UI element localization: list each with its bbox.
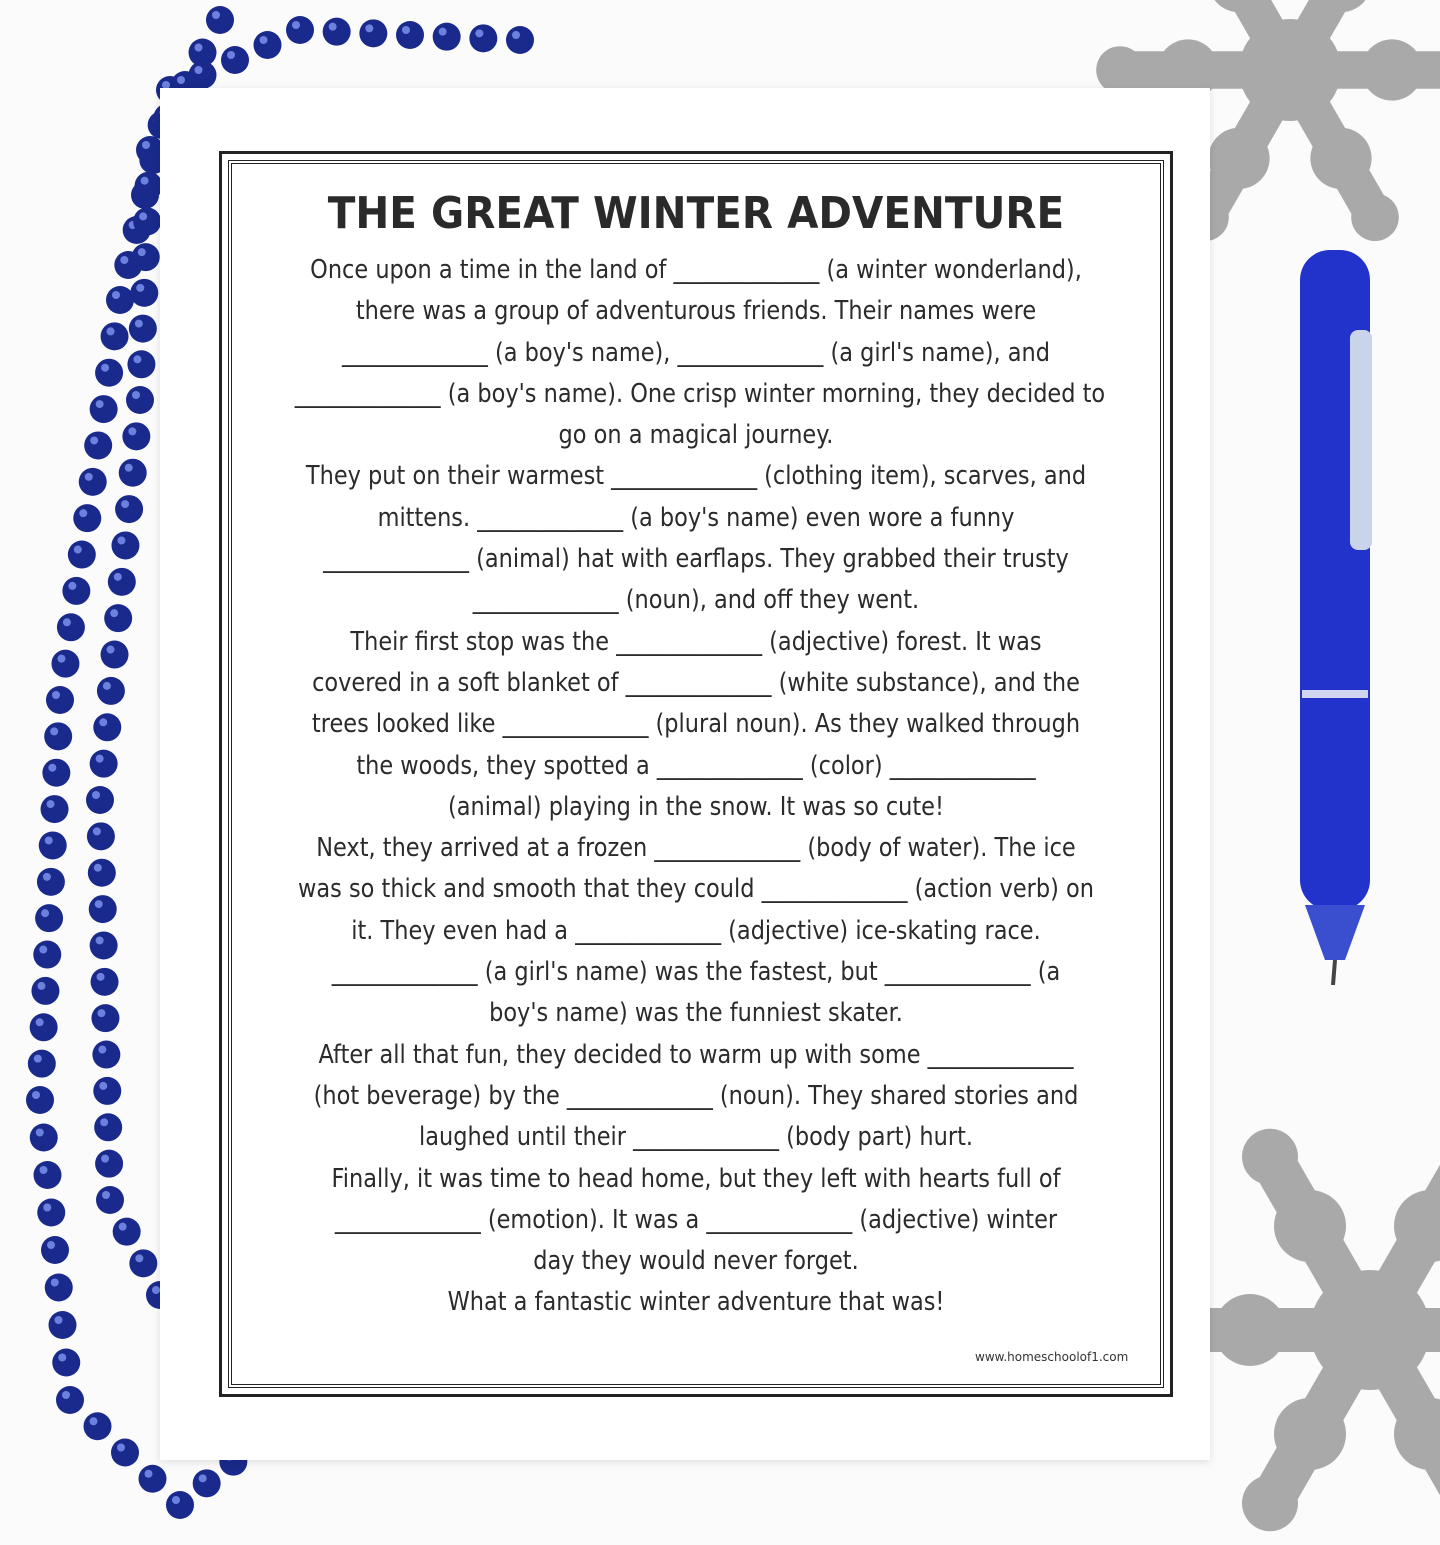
bead-highlight — [101, 1155, 109, 1163]
bead-icon — [73, 504, 101, 532]
bead-icon — [133, 207, 161, 235]
bead-highlight — [365, 24, 373, 32]
story-line: the woods, they spotted a _____________ (color) _____________ — [356, 750, 1036, 781]
bead-icon — [95, 1150, 123, 1178]
bead-icon — [359, 19, 387, 47]
bead-highlight — [329, 23, 337, 31]
bead-icon — [52, 1349, 80, 1377]
bead-highlight — [37, 982, 45, 990]
bead-icon — [127, 350, 155, 378]
bead-highlight — [103, 682, 111, 690]
bead-highlight — [50, 727, 58, 735]
bead-highlight — [195, 66, 203, 74]
bead-highlight — [114, 573, 122, 581]
bead-highlight — [199, 1474, 207, 1482]
bead-highlight — [141, 177, 149, 185]
snowflake-icon — [1310, 128, 1371, 189]
bead-highlight — [292, 21, 300, 29]
bead-highlight — [133, 355, 141, 363]
bead-highlight — [62, 1391, 70, 1399]
bead-icon — [91, 968, 119, 996]
bead-highlight — [99, 718, 107, 726]
bead-icon — [90, 395, 118, 423]
bead-icon — [26, 1086, 54, 1114]
bead-highlight — [102, 1191, 110, 1199]
bead-highlight — [135, 1254, 143, 1262]
bead-icon — [106, 286, 134, 314]
bead-highlight — [212, 11, 220, 19]
snowflake-icon — [1351, 193, 1399, 241]
bead-icon — [132, 243, 160, 271]
bead-icon — [115, 495, 143, 523]
bead-highlight — [51, 1279, 59, 1287]
bead-icon — [166, 1491, 194, 1519]
bead-icon — [31, 977, 59, 1005]
story-line: Next, they arrived at a frozen _____________ (body of water). The ice — [316, 833, 1076, 864]
bead-highlight — [112, 291, 120, 299]
bead-icon — [129, 315, 157, 343]
bead-highlight — [32, 1091, 40, 1099]
bead-highlight — [97, 1009, 105, 1017]
bead-highlight — [152, 1286, 160, 1294]
bead-highlight — [79, 509, 87, 517]
story-line: it. They even had a _____________ (adjective) ice-skating race. — [351, 915, 1041, 946]
bead-icon — [30, 1013, 58, 1041]
story-line: _____________ (a boy's name), _____________ (a girl's name), and — [342, 337, 1050, 368]
bead-icon — [90, 931, 118, 959]
website-url: www.homeschoolof1.com — [975, 1350, 1129, 1364]
bead-highlight — [145, 1470, 153, 1478]
bead-highlight — [90, 436, 98, 444]
bead-highlight — [125, 464, 133, 472]
bead-icon — [41, 1236, 69, 1264]
story-line: boy's name) was the funniest skater. — [489, 998, 903, 1029]
bead-icon — [506, 26, 534, 54]
snowflake-icon — [1361, 39, 1422, 100]
story-line: _____________ (noun), and off they went. — [472, 585, 920, 616]
story-line: Their first stop was the _____________ (adjective) forest. It was — [350, 626, 1042, 657]
bead-icon — [323, 18, 351, 46]
bead-icon — [86, 786, 114, 814]
bead-highlight — [47, 800, 55, 808]
bead-highlight — [99, 1082, 107, 1090]
story-line: (hot beverage) by the _____________ (noun). They shared stories and — [313, 1080, 1079, 1111]
bead-icon — [30, 1124, 58, 1152]
bead-icon — [189, 39, 217, 67]
bead-highlight — [93, 827, 101, 835]
bead-highlight — [95, 900, 103, 908]
bead-highlight — [34, 1055, 42, 1063]
bead-icon — [33, 941, 61, 969]
snowflake-icon — [1239, 19, 1341, 121]
bead-icon — [28, 1050, 56, 1078]
bead-highlight — [110, 609, 118, 617]
bead-icon — [92, 1041, 120, 1069]
bead-highlight — [96, 400, 104, 408]
bead-highlight — [512, 31, 520, 39]
bead-highlight — [402, 26, 410, 34]
bead-highlight — [100, 1118, 108, 1126]
bead-icon — [122, 422, 150, 450]
bead-highlight — [90, 1417, 98, 1425]
story-line: was so thick and smooth that they could _____________ (action verb) on — [298, 874, 1094, 905]
bead-icon — [35, 904, 63, 932]
bead-highlight — [58, 1354, 66, 1362]
snowflake-icon — [1214, 1294, 1286, 1366]
bead-icon — [104, 604, 132, 632]
snowflake-icon — [1242, 1475, 1298, 1531]
snowflake-icon — [1242, 1129, 1298, 1185]
bead-highlight — [260, 36, 268, 44]
bead-highlight — [48, 764, 56, 772]
bead-highlight — [227, 51, 235, 59]
bead-icon — [113, 1218, 141, 1246]
bead-icon — [45, 1274, 73, 1302]
bead-icon — [44, 722, 72, 750]
bead-icon — [396, 21, 424, 49]
bead-highlight — [98, 1046, 106, 1054]
bead-icon — [94, 1113, 122, 1141]
bead-highlight — [43, 1204, 51, 1212]
bead-highlight — [97, 973, 105, 981]
bead-icon — [91, 1004, 119, 1032]
bead-icon — [56, 1386, 84, 1414]
bead-icon — [193, 1469, 221, 1497]
bead-highlight — [138, 248, 146, 256]
bead-icon — [96, 1186, 124, 1214]
bead-highlight — [36, 1129, 44, 1137]
bead-highlight — [92, 791, 100, 799]
bead-highlight — [74, 546, 82, 554]
story-line: (animal) playing in the snow. It was so cute! — [448, 791, 944, 822]
bead-icon — [87, 822, 115, 850]
bead-icon — [221, 46, 249, 74]
worksheet-title: THE GREAT WINTER ADVENTURE — [327, 188, 1065, 239]
bead-highlight — [107, 646, 115, 654]
story-line: go on a magical journey. — [558, 420, 834, 451]
bead-icon — [57, 613, 85, 641]
bead-highlight — [68, 582, 76, 590]
bead-icon — [95, 359, 123, 387]
bead-highlight — [101, 364, 109, 372]
story-line: Once upon a time in the land of _____________ (a winter wonderland), — [310, 255, 1082, 285]
bead-highlight — [121, 500, 129, 508]
bead-highlight — [36, 1018, 44, 1026]
bead-highlight — [139, 212, 147, 220]
story-text — [240, 250, 1152, 1324]
bead-icon — [90, 750, 118, 778]
bead-icon — [46, 686, 74, 714]
bead-highlight — [172, 1496, 180, 1504]
pen-grip — [1305, 905, 1365, 960]
bead-highlight — [439, 28, 447, 36]
story-line: What a fantastic winter adventure that was! — [447, 1287, 945, 1318]
bead-highlight — [128, 427, 136, 435]
bead-icon — [62, 577, 90, 605]
bead-icon — [111, 1439, 139, 1467]
pen-clip — [1350, 330, 1372, 550]
bead-icon — [111, 531, 139, 559]
bead-icon — [34, 1161, 62, 1189]
bead-icon — [108, 568, 136, 596]
story-line: _____________ (animal) hat with earflaps. They grabbed their trusty — [323, 544, 1069, 575]
bead-highlight — [57, 655, 65, 663]
bead-highlight — [55, 1316, 63, 1324]
bead-icon — [101, 322, 129, 350]
bead-icon — [119, 459, 147, 487]
bead-icon — [84, 1412, 112, 1440]
story-line: _____________ (emotion). It was a _____________ (adjective) winter — [334, 1204, 1058, 1235]
story-line: _____________ (a girl's name) was the fastest, but _____________ (a — [331, 957, 1061, 988]
bead-icon — [101, 641, 129, 669]
bead-icon — [79, 468, 107, 496]
bead-icon — [39, 831, 67, 859]
story-line: mittens. _____________ (a boy's name) even wore a funny — [377, 502, 1015, 533]
bead-highlight — [119, 1223, 127, 1231]
bead-icon — [139, 1465, 167, 1493]
bead-highlight — [40, 1166, 48, 1174]
pen-tip — [1333, 960, 1335, 985]
bead-icon — [84, 431, 112, 459]
bead-highlight — [132, 391, 140, 399]
snowflake-icon — [1096, 46, 1144, 94]
bead-icon — [93, 1077, 121, 1105]
bead-icon — [469, 24, 497, 52]
bead-icon — [93, 713, 121, 741]
bead-highlight — [85, 473, 93, 481]
bead-icon — [433, 23, 461, 51]
story-line: laughed until their _____________ (body part) hurt. — [418, 1122, 974, 1153]
snowflake-icon — [1274, 1190, 1346, 1262]
bead-icon — [129, 1249, 157, 1277]
bead-icon — [41, 795, 69, 823]
story-line: They put on their warmest _____________ (clothing item), scarves, and — [305, 461, 1087, 492]
bead-highlight — [142, 141, 150, 149]
bead-icon — [37, 1199, 65, 1227]
bead-highlight — [43, 873, 51, 881]
pen-band — [1302, 690, 1368, 698]
bead-icon — [42, 759, 70, 787]
bead-highlight — [47, 1241, 55, 1249]
bead-highlight — [117, 1444, 125, 1452]
bead-highlight — [41, 909, 49, 917]
bead-highlight — [177, 76, 185, 84]
bead-icon — [286, 16, 314, 44]
bead-highlight — [94, 864, 102, 872]
bead-icon — [135, 172, 163, 200]
bead-highlight — [117, 536, 125, 544]
story-line: Finally, it was time to head home, but they left with hearts full of — [331, 1163, 1061, 1194]
bead-highlight — [120, 256, 128, 264]
bead-highlight — [96, 755, 104, 763]
bead-icon — [68, 541, 96, 569]
bead-highlight — [96, 936, 104, 944]
bead-highlight — [135, 320, 143, 328]
bead-highlight — [39, 946, 47, 954]
snowflake-icon — [1208, 128, 1269, 189]
bead-icon — [89, 895, 117, 923]
story-line: day they would never forget. — [533, 1246, 859, 1277]
bead-highlight — [45, 836, 53, 844]
bead-icon — [254, 31, 282, 59]
bead-icon — [37, 868, 65, 896]
bead-highlight — [475, 29, 483, 37]
bead-icon — [130, 279, 158, 307]
bead-icon — [51, 650, 79, 678]
bead-highlight — [107, 327, 115, 335]
bead-icon — [97, 677, 125, 705]
bead-icon — [49, 1311, 77, 1339]
snowflake-icon — [1310, 1270, 1430, 1390]
story-line: covered in a soft blanket of _____________ (white substance), and the — [312, 667, 1080, 698]
snowflake-icon — [1274, 1398, 1346, 1470]
bead-icon — [126, 386, 154, 414]
bead-highlight — [63, 618, 71, 626]
bead-highlight — [136, 284, 144, 292]
story-line: trees looked like _____________ (plural noun). As they walked through — [311, 709, 1081, 740]
bead-highlight — [52, 691, 60, 699]
bead-icon — [88, 859, 116, 887]
bead-icon — [206, 6, 234, 34]
bead-highlight — [195, 44, 203, 52]
story-line: _____________ (a boy's name). One crisp winter morning, they decided to — [294, 378, 1106, 409]
story-line: there was a group of adventurous friends. Their names were — [355, 296, 1037, 327]
story-line: After all that fun, they decided to warm up with some _____________ — [318, 1039, 1074, 1070]
